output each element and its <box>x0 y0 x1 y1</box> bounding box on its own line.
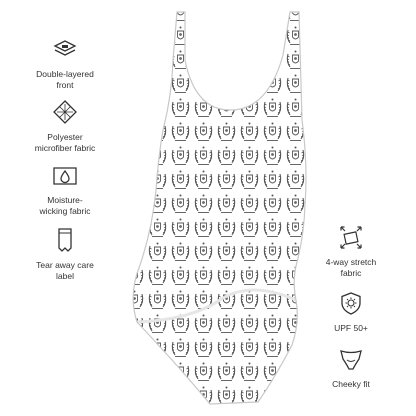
feature-polyester <box>20 97 110 154</box>
feature-label: Moisture- wicking fabric <box>39 195 91 216</box>
feature-label: 4-way stretch fabric <box>325 257 377 278</box>
sun-shield-icon <box>336 288 366 318</box>
feature-cheeky-fit <box>306 344 396 390</box>
feature-moisture <box>20 160 110 217</box>
feature-label: Cheeky fit <box>332 379 370 389</box>
fabric-swatch-icon <box>50 97 80 127</box>
care-label-icon <box>50 225 80 255</box>
double-layer-icon <box>50 34 80 64</box>
water-drop-icon <box>50 160 80 190</box>
feature-label: Polyester microfiber fabric <box>34 132 96 153</box>
feature-4-way-stretch <box>306 222 396 279</box>
feature-care-label <box>20 225 110 282</box>
swimsuit-image <box>100 0 336 416</box>
feature-label: Tear away care label <box>36 260 94 281</box>
feature-upf <box>306 288 396 334</box>
feature-label: Double-layered front <box>36 69 94 90</box>
stretch-arrows-icon <box>336 222 366 252</box>
feature-double-layered <box>20 34 110 91</box>
cheeky-fit-icon <box>336 344 366 374</box>
feature-label: UPF 50+ <box>334 323 368 333</box>
